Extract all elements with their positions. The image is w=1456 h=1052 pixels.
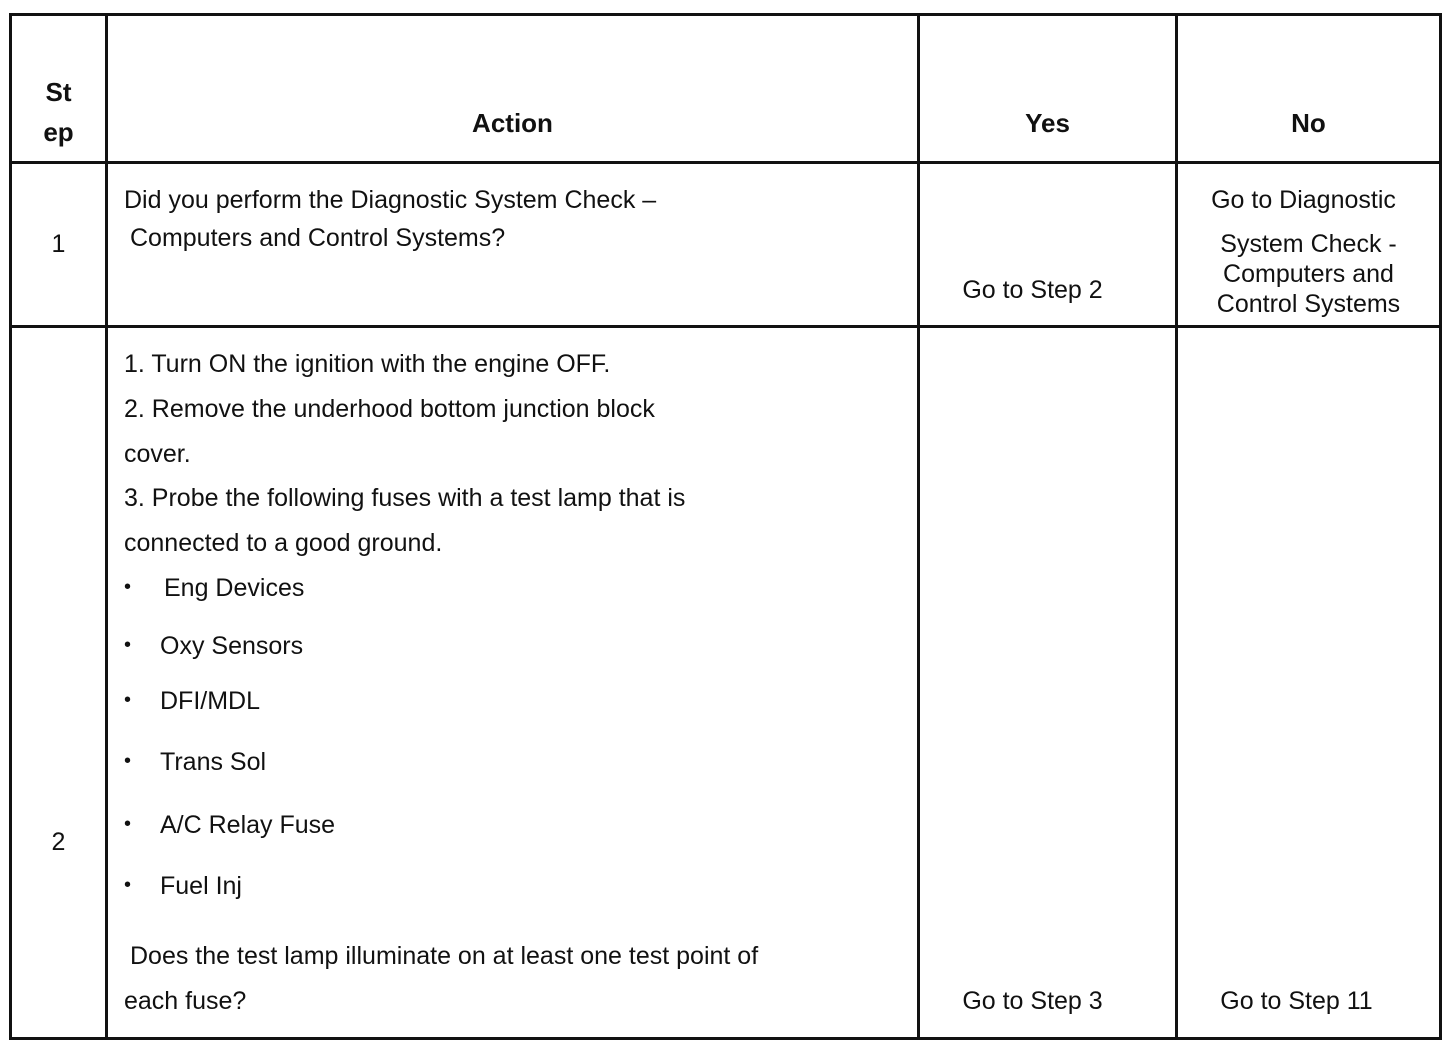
fuse-item-label: DFI/MDL <box>160 687 260 715</box>
bullet-icon: • <box>124 813 132 835</box>
row2-question-line1: Does the test lamp illuminate on at least one test point of <box>130 942 759 970</box>
fuse-item-label: Eng Devices <box>164 574 305 602</box>
row1-action-cell <box>107 163 919 327</box>
row2-action-line4: 3. Probe the following fuses with a test lamp that is <box>124 484 686 512</box>
fuse-item-label: Fuel Inj <box>160 872 242 900</box>
row2-no-text: Go to Step 11 <box>1220 987 1373 1015</box>
row2-yes-text: Go to Step 3 <box>962 987 1103 1015</box>
header-action-label: Action <box>472 108 553 138</box>
header-row <box>11 15 1441 163</box>
row1-yes-cell <box>919 163 1177 327</box>
fuse-item-label: Trans Sol <box>160 748 267 776</box>
row1-no-line3: Computers and <box>1223 260 1394 288</box>
row2-yes-cell <box>919 327 1177 1039</box>
table-row <box>11 327 1441 1039</box>
row1-step-cell <box>11 163 107 327</box>
row2-no-cell <box>1177 327 1441 1039</box>
header-yes <box>919 15 1177 163</box>
table-row <box>11 163 1441 327</box>
header-step-line2: ep <box>43 117 74 147</box>
row2-action-line1: 1. Turn ON the ignition with the engine OFF. <box>124 350 611 378</box>
header-no <box>1177 15 1441 163</box>
row2-action-line5: connected to a good ground. <box>124 529 443 557</box>
header-step <box>11 15 107 163</box>
diagnostic-table <box>9 13 1442 1040</box>
row1-action-line1: Did you perform the Diagnostic System Check – <box>124 186 657 214</box>
bullet-icon: • <box>124 576 132 598</box>
header-action <box>107 15 919 163</box>
row2-question-line2: each fuse? <box>124 987 247 1015</box>
row2-step-cell <box>11 327 107 1039</box>
bullet-icon: • <box>124 874 132 896</box>
row1-step-number: 1 <box>51 230 66 258</box>
row2-action-line3: cover. <box>124 440 191 468</box>
header-no-label: No <box>1291 108 1326 138</box>
row2-step-number: 2 <box>51 828 66 856</box>
row1-yes-text: Go to Step 2 <box>962 276 1103 304</box>
fuse-item-label: A/C Relay Fuse <box>160 811 336 839</box>
row2-action-cell <box>107 327 919 1039</box>
row1-no-line2: System Check - <box>1220 230 1397 258</box>
row1-action-line2: Computers and Control Systems? <box>130 224 506 252</box>
bullet-icon: • <box>124 750 132 772</box>
bullet-icon: • <box>124 689 132 711</box>
bullet-icon: • <box>124 634 132 656</box>
row1-no-line4: Control Systems <box>1216 290 1401 318</box>
row1-no-line1: Go to Diagnostic <box>1211 186 1396 214</box>
fuse-item-label: Oxy Sensors <box>160 632 304 660</box>
row1-no-cell <box>1177 163 1441 327</box>
row2-action-line2: 2. Remove the underhood bottom junction block <box>124 395 655 423</box>
header-step-line1: St <box>45 77 72 107</box>
header-yes-label: Yes <box>1025 108 1070 138</box>
